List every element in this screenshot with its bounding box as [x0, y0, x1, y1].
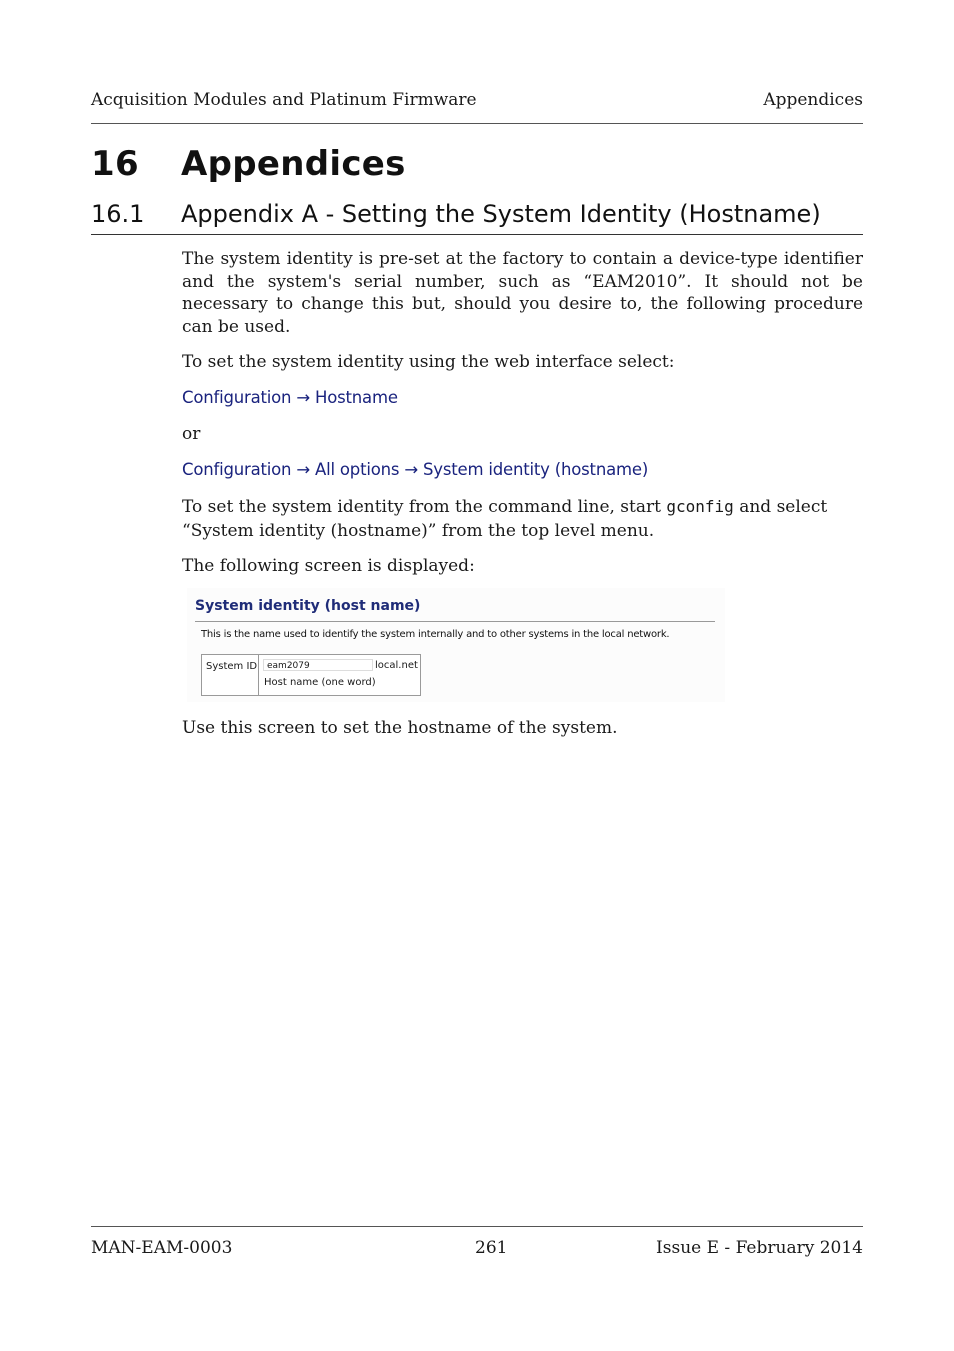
system-identity-screenshot [187, 588, 725, 702]
menu-path-all-options: Configuration → All options → System identity (hostname) [182, 460, 649, 479]
page-header [91, 90, 863, 124]
following-paragraph: The following screen is displayed: [182, 556, 475, 576]
screenshot-title: System identity (host name) [195, 598, 421, 614]
chapter-heading [91, 144, 406, 184]
hostname-input: eam2079 [263, 659, 373, 671]
intro-paragraph: The system identity is pre-set at the factory to contain a device-type identifier and the system's serial number, such as “EAM2010”. It should not be necessary to change this but, should you desire to, the following procedure can be used. [182, 249, 863, 337]
command-line-paragraph [182, 495, 863, 543]
system-id-label: System ID [202, 655, 259, 695]
footer-page-number: 261 [475, 1238, 508, 1258]
domain-suffix: local.net [375, 660, 418, 671]
hostname-hint: Host name (one word) [264, 677, 376, 688]
system-id-form [201, 654, 421, 696]
section-number: 16.1 [91, 200, 145, 228]
use-paragraph: Use this screen to set the hostname of the system. [182, 718, 618, 738]
section-heading [91, 200, 863, 235]
screenshot-description: This is the name used to identify the system internally and to other systems in the local network. [201, 629, 670, 640]
chapter-title: Appendices [181, 144, 406, 184]
web-paragraph: To set the system identity using the web interface select: [182, 352, 675, 372]
footer-issue: Issue E - February 2014 [656, 1238, 863, 1258]
chapter-number: 16 [91, 144, 139, 184]
menu-path-hostname: Configuration → Hostname [182, 388, 398, 407]
header-chapter: Appendices [763, 90, 863, 110]
screenshot-divider [195, 621, 715, 622]
section-title: Appendix A - Setting the System Identity (Hostname) [181, 200, 821, 228]
page-footer [91, 1226, 863, 1267]
cmd-text-after: and select “System identity (hostname)” from the top level menu. [182, 497, 828, 541]
cmd-text-before: To set the system identity from the command line, start [182, 497, 667, 517]
gconfig-command: gconfig [666, 497, 734, 516]
footer-doc-id: MAN-EAM-0003 [91, 1238, 233, 1258]
header-doc-title: Acquisition Modules and Platinum Firmware [91, 90, 477, 110]
or-text: or [182, 424, 201, 444]
